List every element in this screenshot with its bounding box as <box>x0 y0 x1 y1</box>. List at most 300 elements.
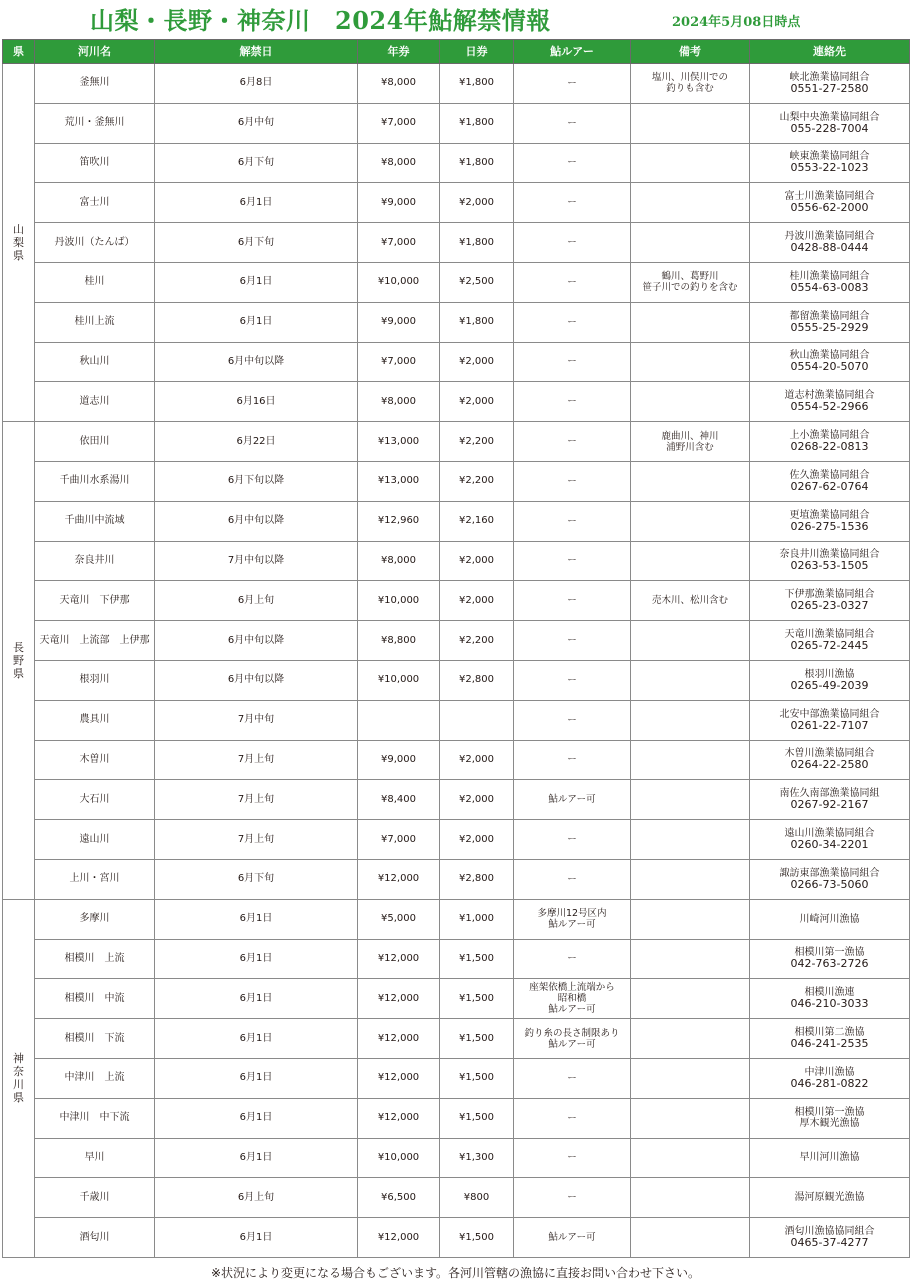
prefecture-name: 長野県 <box>13 640 24 680</box>
table-row <box>3 780 910 820</box>
table-row <box>3 1138 910 1178</box>
annual-ticket-cell: ¥12,000 <box>358 1019 440 1059</box>
contact-tel: 0268-22-0813 <box>790 440 869 454</box>
annual-ticket-cell: ¥12,000 <box>358 1218 440 1258</box>
open-date-cell: 6月1日 <box>155 262 358 302</box>
contact-tel: 0265-72-2445 <box>790 639 869 653</box>
notes-cell <box>631 1218 750 1258</box>
table-row <box>3 859 910 899</box>
river-name-cell: 大石川 <box>35 780 155 820</box>
col-header-open-date: 解禁日 <box>155 40 358 64</box>
open-date-cell: 6月8日 <box>155 64 358 104</box>
lure-cell: ー <box>514 660 631 700</box>
lure-cell: ー <box>514 740 631 780</box>
annual-ticket-cell: ¥10,000 <box>358 1138 440 1178</box>
notes-line: 鹿曲川、神川 <box>661 430 719 442</box>
release-info-table <box>2 39 910 1258</box>
river-name-cell: 木曽川 <box>35 740 155 780</box>
river-name-cell: 根羽川 <box>35 660 155 700</box>
river-name-cell: 天竜川 上流部 上伊那 <box>35 621 155 661</box>
contact-cell <box>750 1058 910 1098</box>
table-row <box>3 461 910 501</box>
contact-cell <box>750 64 910 104</box>
table-row <box>3 262 910 302</box>
table-row <box>3 183 910 223</box>
contact-tel: 0261-22-7107 <box>790 718 869 732</box>
lure-cell: 釣り糸の長さ制限あり 鮎ルアー可 <box>514 1019 631 1059</box>
daily-ticket-cell: ¥2,000 <box>440 581 514 621</box>
open-date-cell: 6月中旬以降 <box>155 342 358 382</box>
contact-cell <box>750 581 910 621</box>
notes-line: 釣りも含む <box>666 83 714 95</box>
open-date-cell: 6月上旬 <box>155 581 358 621</box>
annual-ticket-cell: ¥10,000 <box>358 660 440 700</box>
contact-tel: 0263-53-1505 <box>790 559 869 573</box>
table-row <box>3 103 910 143</box>
river-name-cell: 荒川・釜無川 <box>35 103 155 143</box>
annual-ticket-cell: ¥9,000 <box>358 740 440 780</box>
contact-org: 相模川第一漁協 厚木観光漁協 <box>794 1107 865 1130</box>
prefecture-name: 山梨県 <box>13 223 24 263</box>
river-name-cell: 丹波川（たんば） <box>35 223 155 263</box>
daily-ticket-cell: ¥1,500 <box>440 1058 514 1098</box>
annual-ticket-cell: ¥7,000 <box>358 223 440 263</box>
contact-tel: 0266-73-5060 <box>790 877 869 891</box>
river-name-cell: 桂川上流 <box>35 302 155 342</box>
daily-ticket-cell: ¥2,000 <box>440 541 514 581</box>
table-row <box>3 223 910 263</box>
table-row <box>3 1178 910 1218</box>
open-date-cell: 6月1日 <box>155 183 358 223</box>
annual-ticket-cell: ¥12,960 <box>358 501 440 541</box>
col-header-river: 河川名 <box>35 40 155 64</box>
daily-ticket-cell: ¥1,800 <box>440 64 514 104</box>
col-header-prefecture: 県 <box>3 40 35 64</box>
contact-cell <box>750 1178 910 1218</box>
daily-ticket-cell: ¥2,500 <box>440 262 514 302</box>
table-row <box>3 660 910 700</box>
notes-cell <box>631 223 750 263</box>
table-row <box>3 302 910 342</box>
daily-ticket-cell: ¥2,200 <box>440 422 514 462</box>
daily-ticket-cell: ¥1,300 <box>440 1138 514 1178</box>
river-name-cell: 上川・宮川 <box>35 859 155 899</box>
contact-cell <box>750 899 910 939</box>
daily-ticket-cell: ¥2,200 <box>440 461 514 501</box>
contact-cell <box>750 979 910 1019</box>
river-name-cell: 天竜川 下伊那 <box>35 581 155 621</box>
table-row <box>3 501 910 541</box>
contact-org: 上小漁業協同組合 <box>789 430 870 442</box>
col-header-annual-ticket: 年券 <box>358 40 440 64</box>
daily-ticket-cell: ¥2,000 <box>440 740 514 780</box>
daily-ticket-cell: ¥800 <box>440 1178 514 1218</box>
notes-cell <box>631 1098 750 1138</box>
table-header-row <box>3 40 910 64</box>
contact-org: 都留漁業協同組合 <box>789 310 870 322</box>
river-name-cell: 早川 <box>35 1138 155 1178</box>
contact-org: 早川河川漁協 <box>799 1152 860 1164</box>
table-row <box>3 541 910 581</box>
contact-tel: 0260-34-2201 <box>790 838 869 852</box>
daily-ticket-cell: ¥2,200 <box>440 621 514 661</box>
lure-cell: ー <box>514 939 631 979</box>
contact-tel: 055-228-7004 <box>790 121 869 135</box>
notes-cell <box>631 740 750 780</box>
contact-org: 相模川第二漁協 <box>794 1027 865 1039</box>
col-header-daily-ticket: 日券 <box>440 40 514 64</box>
daily-ticket-cell <box>440 700 514 740</box>
open-date-cell: 6月上旬 <box>155 1178 358 1218</box>
contact-cell <box>750 262 910 302</box>
contact-cell <box>750 422 910 462</box>
notes-line: 鶴川、葛野川 <box>661 271 719 283</box>
contact-org: 富士川漁業協同組合 <box>784 191 875 203</box>
lure-cell: ー <box>514 700 631 740</box>
notes-cell <box>631 541 750 581</box>
contact-tel: 0428-88-0444 <box>790 241 869 255</box>
contact-org: 峡東漁業協同組合 <box>789 151 870 163</box>
daily-ticket-cell: ¥2,160 <box>440 501 514 541</box>
daily-ticket-cell: ¥2,800 <box>440 660 514 700</box>
annual-ticket-cell: ¥9,000 <box>358 302 440 342</box>
contact-org: 山梨中央漁業協同組合 <box>779 111 880 123</box>
river-name-cell: 笛吹川 <box>35 143 155 183</box>
lure-cell: ー <box>514 621 631 661</box>
annual-ticket-cell: ¥8,000 <box>358 541 440 581</box>
daily-ticket-cell: ¥1,500 <box>440 939 514 979</box>
contact-org: 遠山川漁業協同組合 <box>784 828 875 840</box>
daily-ticket-cell: ¥1,500 <box>440 979 514 1019</box>
open-date-cell: 6月下旬 <box>155 223 358 263</box>
lure-cell: ー <box>514 143 631 183</box>
lure-cell: 鮎ルアー可 <box>514 1218 631 1258</box>
table-row <box>3 581 910 621</box>
contact-tel: 0551-27-2580 <box>790 81 869 95</box>
contact-cell <box>750 342 910 382</box>
contact-org: 木曽川漁業協同組合 <box>784 748 875 760</box>
annual-ticket-cell: ¥7,000 <box>358 342 440 382</box>
open-date-cell: 6月1日 <box>155 1098 358 1138</box>
contact-tel: 0554-52-2966 <box>790 400 869 414</box>
open-date-cell: 6月下旬以降 <box>155 461 358 501</box>
contact-org: 湯河原観光漁協 <box>794 1192 865 1204</box>
notes-cell <box>631 660 750 700</box>
prefecture-cell <box>3 64 35 422</box>
lure-cell: ー <box>514 302 631 342</box>
annual-ticket-cell: ¥6,500 <box>358 1178 440 1218</box>
table-row <box>3 1218 910 1258</box>
notes-cell <box>631 262 750 302</box>
lure-cell: ー <box>514 223 631 263</box>
table-row <box>3 820 910 860</box>
open-date-cell: 6月16日 <box>155 382 358 422</box>
contact-org: 相模川漁連 <box>804 987 855 999</box>
river-name-cell: 依田川 <box>35 422 155 462</box>
page-title: 山梨・長野・神奈川 2024年鮎解禁情報 <box>90 6 551 35</box>
lure-cell: 多摩川12号区内 鮎ルアー可 <box>514 899 631 939</box>
river-name-cell: 秋山川 <box>35 342 155 382</box>
contact-org: 根羽川漁協 <box>804 668 855 680</box>
notes-cell <box>631 64 750 104</box>
annual-ticket-cell: ¥13,000 <box>358 461 440 501</box>
notes-cell <box>631 621 750 661</box>
table-body <box>3 64 910 1258</box>
contact-cell <box>750 183 910 223</box>
notes-cell <box>631 103 750 143</box>
table-row <box>3 422 910 462</box>
table-row <box>3 382 910 422</box>
open-date-cell: 6月1日 <box>155 899 358 939</box>
daily-ticket-cell: ¥2,000 <box>440 183 514 223</box>
notes-cell <box>631 302 750 342</box>
contact-cell <box>750 223 910 263</box>
contact-org: 南佐久南部漁業協同組 <box>779 788 880 800</box>
annual-ticket-cell: ¥5,000 <box>358 899 440 939</box>
prefecture-cell <box>3 899 35 1257</box>
notes-cell <box>631 581 750 621</box>
notes-cell <box>631 939 750 979</box>
daily-ticket-cell: ¥1,800 <box>440 103 514 143</box>
lure-cell: ー <box>514 501 631 541</box>
daily-ticket-cell: ¥1,800 <box>440 302 514 342</box>
contact-tel: 026-275-1536 <box>790 519 869 533</box>
open-date-cell: 7月上旬 <box>155 740 358 780</box>
river-name-cell: 千曲川水系湯川 <box>35 461 155 501</box>
notes-cell <box>631 1178 750 1218</box>
river-name-cell: 富士川 <box>35 183 155 223</box>
contact-cell <box>750 820 910 860</box>
contact-org: 桂川漁業協同組合 <box>789 270 870 282</box>
col-header-lure: 鮎ルアー <box>514 40 631 64</box>
contact-tel: 0556-62-2000 <box>790 201 869 215</box>
annual-ticket-cell: ¥12,000 <box>358 939 440 979</box>
river-name-cell: 千曲川中流域 <box>35 501 155 541</box>
annual-ticket-cell: ¥12,000 <box>358 859 440 899</box>
open-date-cell: 6月下旬 <box>155 143 358 183</box>
contact-cell <box>750 1138 910 1178</box>
contact-tel: 046-210-3033 <box>790 997 869 1011</box>
annual-ticket-cell: ¥8,800 <box>358 621 440 661</box>
river-name-cell: 中津川 中下流 <box>35 1098 155 1138</box>
contact-org: 佐久漁業協同組合 <box>789 469 870 481</box>
contact-tel: 0554-20-5070 <box>790 360 869 374</box>
river-name-cell: 千歳川 <box>35 1178 155 1218</box>
river-name-cell: 多摩川 <box>35 899 155 939</box>
annual-ticket-cell: ¥8,400 <box>358 780 440 820</box>
annual-ticket-cell: ¥12,000 <box>358 1058 440 1098</box>
contact-cell <box>750 103 910 143</box>
contact-cell <box>750 541 910 581</box>
notes-cell <box>631 1138 750 1178</box>
table-row <box>3 939 910 979</box>
contact-cell <box>750 700 910 740</box>
lure-cell: ー <box>514 1178 631 1218</box>
contact-org: 奈良井川漁業協同組合 <box>779 549 880 561</box>
contact-org: 天竜川漁業協同組合 <box>784 629 875 641</box>
table-row <box>3 621 910 661</box>
contact-cell <box>750 621 910 661</box>
lure-cell: ー <box>514 183 631 223</box>
contact-org: 酒匂川漁協協同組合 <box>784 1226 875 1237</box>
open-date-cell: 6月1日 <box>155 1019 358 1059</box>
daily-ticket-cell: ¥2,000 <box>440 342 514 382</box>
contact-tel: 0554-63-0083 <box>790 280 869 294</box>
open-date-cell: 6月1日 <box>155 939 358 979</box>
table-row <box>3 979 910 1019</box>
open-date-cell: 6月1日 <box>155 1138 358 1178</box>
notes-cell <box>631 700 750 740</box>
table-row <box>3 64 910 104</box>
open-date-cell: 7月上旬 <box>155 780 358 820</box>
contact-org: 峡北漁業協同組合 <box>789 71 870 83</box>
lure-cell: ー <box>514 581 631 621</box>
river-name-cell: 桂川 <box>35 262 155 302</box>
prefecture-name: 神奈川県 <box>13 1052 24 1105</box>
contact-tel: 046-241-2535 <box>790 1037 869 1051</box>
river-name-cell: 奈良井川 <box>35 541 155 581</box>
annual-ticket-cell: ¥12,000 <box>358 979 440 1019</box>
river-name-cell: 相模川 下流 <box>35 1019 155 1059</box>
contact-tel: 0265-23-0327 <box>790 599 869 613</box>
daily-ticket-cell: ¥1,000 <box>440 899 514 939</box>
contact-org: 中津川漁協 <box>804 1066 855 1078</box>
annual-ticket-cell: ¥7,000 <box>358 820 440 860</box>
annual-ticket-cell: ¥8,000 <box>358 143 440 183</box>
contact-tel: 0465-37-4277 <box>790 1236 869 1249</box>
notes-cell <box>631 342 750 382</box>
open-date-cell: 6月中旬以降 <box>155 660 358 700</box>
annual-ticket-cell: ¥7,000 <box>358 103 440 143</box>
lure-cell: ー <box>514 859 631 899</box>
contact-tel: 0264-22-2580 <box>790 758 869 772</box>
prefecture-cell <box>3 422 35 900</box>
lure-cell: ー <box>514 382 631 422</box>
contact-cell <box>750 660 910 700</box>
daily-ticket-cell: ¥1,500 <box>440 1019 514 1059</box>
lure-cell: ー <box>514 342 631 382</box>
annual-ticket-cell <box>358 700 440 740</box>
contact-cell <box>750 461 910 501</box>
notes-cell <box>631 780 750 820</box>
contact-org: 丹波川漁業協同組合 <box>784 231 875 243</box>
notes-cell <box>631 1019 750 1059</box>
lure-cell: 鮎ルアー可 <box>514 780 631 820</box>
open-date-cell: 7月中旬以降 <box>155 541 358 581</box>
daily-ticket-cell: ¥2,000 <box>440 820 514 860</box>
notes-cell <box>631 143 750 183</box>
open-date-cell: 7月中旬 <box>155 700 358 740</box>
notes-line: 浦野川含む <box>666 441 714 453</box>
daily-ticket-cell: ¥1,500 <box>440 1098 514 1138</box>
notes-cell <box>631 859 750 899</box>
contact-tel: 0555-25-2929 <box>790 320 869 334</box>
annual-ticket-cell: ¥8,000 <box>358 382 440 422</box>
contact-tel: 042-763-2726 <box>790 957 869 971</box>
lure-cell: ー <box>514 422 631 462</box>
col-header-contact: 連絡先 <box>750 40 910 64</box>
river-name-cell: 釜無川 <box>35 64 155 104</box>
lure-cell: ー <box>514 64 631 104</box>
as-of-date: 2024年5月08日時点 <box>672 15 801 30</box>
daily-ticket-cell: ¥1,500 <box>440 1218 514 1258</box>
annual-ticket-cell: ¥13,000 <box>358 422 440 462</box>
notes-line: 笹子川での釣りを含む <box>642 282 738 294</box>
river-name-cell: 遠山川 <box>35 820 155 860</box>
contact-cell <box>750 501 910 541</box>
contact-org: 更埴漁業協同組合 <box>789 509 870 521</box>
notes-cell <box>631 979 750 1019</box>
footnote: ※状況により変更になる場合もございます。各河川管轄の漁協に直接お問い合わせ下さい。 <box>210 1266 701 1280</box>
lure-cell: ー <box>514 541 631 581</box>
lure-cell: ー <box>514 262 631 302</box>
notes-line: 売木川、松川含む <box>651 595 728 607</box>
contact-org: 秋山漁業協同組合 <box>789 350 870 362</box>
contact-cell <box>750 143 910 183</box>
contact-cell <box>750 1019 910 1059</box>
river-name-cell: 中津川 上流 <box>35 1058 155 1098</box>
open-date-cell: 6月中旬以降 <box>155 621 358 661</box>
daily-ticket-cell: ¥2,000 <box>440 382 514 422</box>
contact-cell <box>750 1218 910 1258</box>
lure-cell: ー <box>514 461 631 501</box>
table-row <box>3 1058 910 1098</box>
notes-cell <box>631 183 750 223</box>
river-name-cell: 相模川 中流 <box>35 979 155 1019</box>
daily-ticket-cell: ¥2,800 <box>440 859 514 899</box>
table-row <box>3 342 910 382</box>
table-row <box>3 1098 910 1138</box>
open-date-cell: 6月22日 <box>155 422 358 462</box>
open-date-cell: 6月1日 <box>155 979 358 1019</box>
lure-cell: ー <box>514 103 631 143</box>
river-name-cell: 道志川 <box>35 382 155 422</box>
contact-org: 相模川第一漁協 <box>794 947 865 959</box>
table-row <box>3 1019 910 1059</box>
contact-tel: 0267-62-0764 <box>790 479 869 493</box>
daily-ticket-cell: ¥1,800 <box>440 143 514 183</box>
contact-cell <box>750 740 910 780</box>
lure-cell: ー <box>514 1098 631 1138</box>
contact-tel: 046-281-0822 <box>790 1076 869 1090</box>
contact-org: 道志村漁業協同組合 <box>784 390 875 402</box>
lure-cell: 座架依橋上流端から 昭和橋 鮎ルアー可 <box>514 979 631 1019</box>
contact-cell <box>750 1098 910 1138</box>
lure-cell: ー <box>514 1138 631 1178</box>
annual-ticket-cell: ¥10,000 <box>358 262 440 302</box>
annual-ticket-cell: ¥12,000 <box>358 1098 440 1138</box>
contact-cell <box>750 382 910 422</box>
table-row <box>3 143 910 183</box>
contact-tel: 0553-22-1023 <box>790 161 869 175</box>
daily-ticket-cell: ¥1,800 <box>440 223 514 263</box>
lure-cell: ー <box>514 820 631 860</box>
open-date-cell: 6月中旬以降 <box>155 501 358 541</box>
contact-cell <box>750 302 910 342</box>
contact-cell <box>750 859 910 899</box>
notes-cell <box>631 501 750 541</box>
river-name-cell: 農具川 <box>35 700 155 740</box>
contact-tel: 0267-92-2167 <box>790 798 869 812</box>
contact-cell <box>750 939 910 979</box>
open-date-cell: 6月下旬 <box>155 859 358 899</box>
notes-cell <box>631 899 750 939</box>
notes-cell <box>631 422 750 462</box>
open-date-cell: 7月上旬 <box>155 820 358 860</box>
notes-cell <box>631 461 750 501</box>
notes-cell <box>631 820 750 860</box>
contact-org: 川崎河川漁協 <box>799 913 860 925</box>
